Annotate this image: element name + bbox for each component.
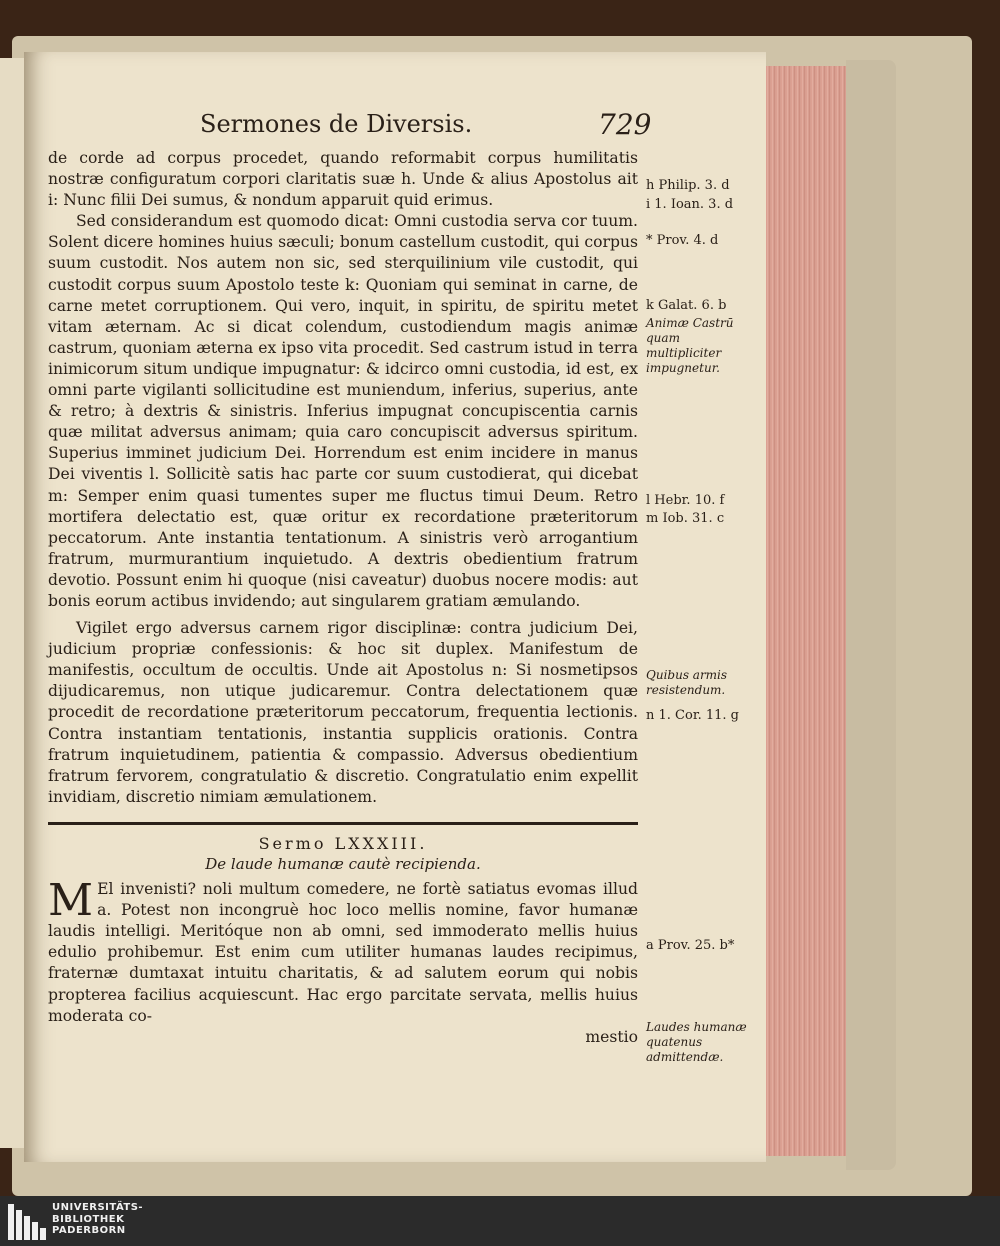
library-name-line1: UNIVERSITÄTS- (52, 1202, 144, 1213)
section-rule (48, 822, 638, 825)
paragraph-3: Vigilet ergo adversus carnem rigor disciplinæ: contra judicium Dei, judicium propriæ confessionis: & hoc sit duplex. Manifestum de manifestis, occultum de occultis. Unde ait Apostolus n: Si nosmetipsos dijudicaremus, non utique judicaremur. Contra delectationem quæ procedit de recordatione præteritorum peccatorum, frequentia lectionis. Contra instantiam tentationis, instantia supplicis orationis. Contra fratrum inquietudinem, patientia & compassio. Adversus obedientium fratrum fervorem, congratulatio & discretio. Congratulatio enim expellit invidiam, discretio nimiam æmulationem. (48, 619, 638, 806)
sermon-paragraph (48, 875, 638, 1027)
paragraph-1: de corde ad corpus procedet, quando reformabit corpus humilitatis nostræ configuratum corpori claritatis suæ h. Unde & alius Apostolus ait i: Nunc filii Dei sumus, & nondum apparuit quid erimus. (48, 149, 638, 210)
paragraph-2: Sed considerandum est quomodo dicat: Omni custodia serva cor tuum. Solent dicere homines huius sæculi; bonum castellum custodit, qui corpus suum custodit. Nos autem non sic, sed sterquilinium vile custodit, qui custodit corpus suum Apostolo teste k: Quoniam qui seminat in carne, de carne metet corruptionem. Qui vero, inquit, in spiritu, de spiritu metet vitam æternam. Ac si dicat colendum, custodiendum magis animæ castrum, quoniam æterna ex ipso vita procedit. Sed castrum istud in terra inimicorum situm undique impugnatur: & idcirco omni custodia, id est, ex omni parte vigilanti sollicitudine est muniendum, inferius, superius, ante & retro; à dextris & sinistris. Inferius impugnat concupiscentia carnis quæ militat adversus animam; quia caro concupiscit adversus spiritum. Superius imminet judicium Dei. Horrendum est enim incidere in manus Dei viventis l. Sollicitè satis hac parte cor suum custodierat, qui dicebat m: Semper enim quasi tumentes super me fluctus timui Deum. Retro mortifera delectatio est, quæ oritur ex recordatione præteritorum peccatorum. Ante instantia tentationum. A sinistris verò arrogantium fratrum, murmurantium inquietudo. A dextris obedientium fratrum devotio. Possunt enim hi quoque (nisi caveatur) duobus nocere modis: aut bonis eorum actibus invidendo; aut singularem gratiam æmulando. (48, 212, 638, 610)
margin-note-quibus: Quibus armis resistendum. (646, 668, 728, 697)
margin-note-laudes: Laudes humanæ quatenus admittendæ. (646, 1020, 747, 1064)
running-head: Sermones de Diversis. (200, 110, 473, 138)
sermon-text: El invenisti? noli multum comedere, ne fortè satiatus evomas illud a. Potest non incongruè hoc loco mellis nomine, favor humanæ laudis intelligi. Meritóque non ab omni, sed immoderato mellis huius edulio prohibemur. Est enim cum utiliter humanas laudes recipimus, fraternæ dumtaxat intuitu charitatis, & ad salutem eorum qui nobis propterea facilius acquiescunt. Hac ergo parcitate servata, mellis huius moderata co- (48, 880, 638, 1025)
library-footer (0, 1196, 1000, 1246)
cover-fore-edge (846, 60, 896, 1170)
library-name-line2: BIBLIOTHEK (52, 1213, 125, 1225)
catchword: mestio (585, 1027, 638, 1046)
margin-note-iob: m Iob. 31. c (646, 511, 725, 526)
margin-note-cor: n 1. Cor. 11. g (646, 708, 739, 723)
margin-note-ioan: i 1. Ioan. 3. d (646, 197, 734, 212)
margin-note-philip: h Philip. 3. d (646, 178, 730, 193)
library-name (52, 1202, 143, 1237)
margin-note-animae: Animæ Castrū quam multipliciter impugnetur. (646, 316, 734, 375)
sermon-heading: Sermo LXXXIII. (258, 833, 428, 853)
margin-note-prov: * Prov. 4. d (646, 233, 719, 248)
page-number: 729 (598, 108, 652, 141)
library-name-line3: PADERBORN (52, 1225, 126, 1236)
drop-cap: M (48, 875, 94, 927)
page-edges-red (766, 66, 846, 1156)
library-logo-icon (8, 1204, 46, 1240)
margin-note-hebr: l Hebr. 10. f (646, 493, 725, 508)
margin-note-prov25: a Prov. 25. b* (646, 938, 735, 953)
page-body (48, 148, 638, 1048)
sermon-subheading: De laude humanæ cautè recipienda. (205, 855, 481, 873)
left-page-edge (0, 58, 25, 1148)
margin-note-galat: k Galat. 6. b (646, 298, 727, 313)
